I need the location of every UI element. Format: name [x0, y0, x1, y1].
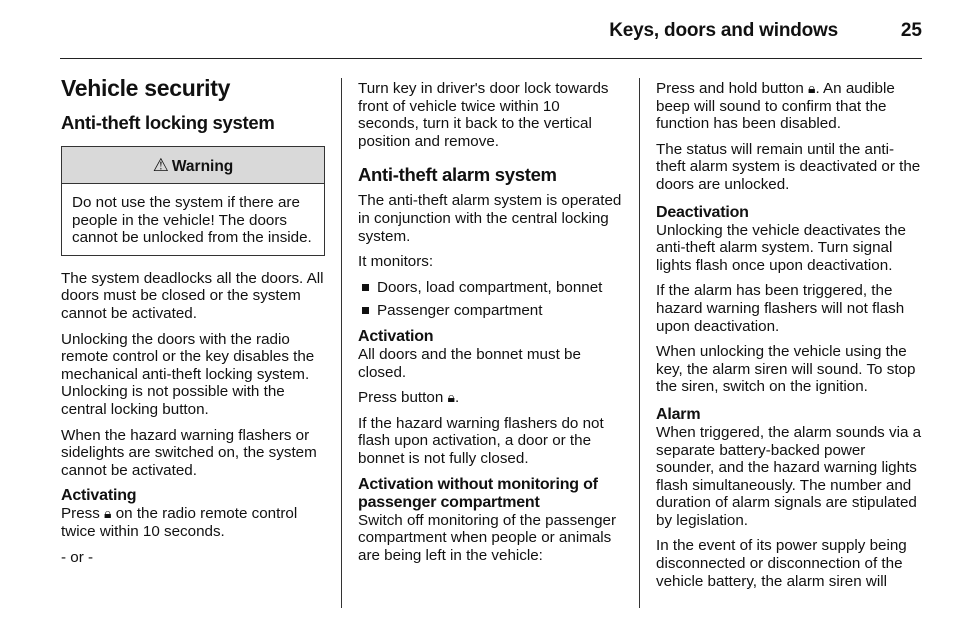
column-3: [656, 80, 922, 598]
paragraph: Unlocking the vehicle deactivates the anti-theft alarm system. Turn signal lights flash once upon deactivation.: [656, 221, 906, 274]
text-fragment: .: [454, 389, 460, 407]
paragraph: Switch off monitoring of the passenger compartment when people or animals are being left in the vehicle:: [358, 511, 617, 564]
paragraph: [61, 505, 325, 540]
list-item: Passenger compartment: [358, 302, 624, 320]
text-fragment: . An audible beep will sound to confirm that the function has been disabled.: [656, 80, 895, 133]
activation-heading: Activation: [358, 327, 434, 345]
paragraph: When triggered, the alarm sounds via a separate battery-backed power sounder, and the hazard warning lights flash simultaneously. The number and duration of alarm signals are stipulated by legislation.: [656, 423, 922, 529]
lock-icon: 🔒︎: [447, 389, 455, 406]
paragraph: In the event of its power supply being disconnected or disconnection of the vehicle battery, the alarm siren will: [656, 537, 907, 590]
paragraph: Turn key in driver's door lock towards front of vehicle twice within 10 seconds, turn it back to the vertical position and remove.: [358, 80, 609, 150]
list-item: Doors, load compartment, bonnet: [358, 279, 624, 297]
warning-header: [62, 147, 324, 184]
paragraph: It monitors:: [358, 253, 434, 271]
paragraph: Unlocking the doors with the radio remote control or the key disables the mechanical anti-theft locking system. Unlocking is not possible with the central locking button.: [61, 330, 315, 418]
text-fragment: Press: [61, 505, 105, 523]
header-title: Keys, doors and windows: [609, 20, 838, 41]
paragraph: - or -: [61, 548, 94, 566]
warning-box: [61, 146, 325, 256]
paragraph: The system deadlocks all the doors. All doors must be closed or the system cannot be activated.: [61, 269, 324, 322]
lock-icon: 🔒︎: [104, 505, 112, 522]
text-fragment: Press and hold button: [656, 80, 808, 97]
text-fragment: on the radio remote control twice within 10 seconds.: [61, 505, 298, 540]
paragraph: All doors and the bonnet must be closed.: [358, 345, 581, 381]
activation-without-monitoring-heading: Activation without monitoring of passenger compartment: [358, 475, 598, 511]
paragraph: If the alarm has been triggered, the hazard warning flashers will not flash upon deactivation.: [656, 282, 905, 335]
paragraph: When the hazard warning flashers or sidelights are switched on, the system cannot be activated.: [61, 426, 317, 479]
lock-icon: 🔒︎: [807, 80, 816, 96]
paragraph: When unlocking the vehicle using the key, the alarm siren will sound. To stop the siren, switch on the ignition.: [656, 343, 916, 396]
paragraph: [358, 389, 624, 407]
column-divider: [341, 78, 342, 608]
text-fragment: Press button: [358, 389, 448, 407]
warning-text: Do not use the system if there are people in the vehicle! The doors cannot be unlocked from the inside.: [72, 194, 312, 247]
activating-heading: Activating: [61, 487, 137, 505]
warning-triangle-icon: ⚠: [152, 155, 169, 175]
column-divider: [639, 78, 640, 608]
paragraph: The anti-theft alarm system is operated in conjunction with the central locking system.: [358, 192, 622, 245]
page-header: [60, 0, 922, 59]
deactivation-heading: Deactivation: [656, 203, 749, 221]
paragraph: The status will remain until the anti-theft alarm system is deactivated or the doors are unlocked.: [656, 140, 921, 193]
column-2: [358, 80, 624, 572]
warning-heading: Warning: [171, 158, 234, 175]
column-1: [61, 74, 325, 574]
paragraph: If the hazard warning flashers do not flash upon activation, a door or the bonnet is not fully closed.: [358, 414, 604, 467]
alarm-heading: Alarm: [656, 405, 701, 423]
paragraph: [656, 80, 922, 133]
section-title: Vehicle security: [61, 75, 231, 101]
monitor-list: [358, 279, 624, 320]
subsection-title: Anti-theft locking system: [61, 112, 275, 133]
page-number: 25: [900, 20, 922, 41]
alarm-system-title: Anti-theft alarm system: [358, 164, 557, 186]
